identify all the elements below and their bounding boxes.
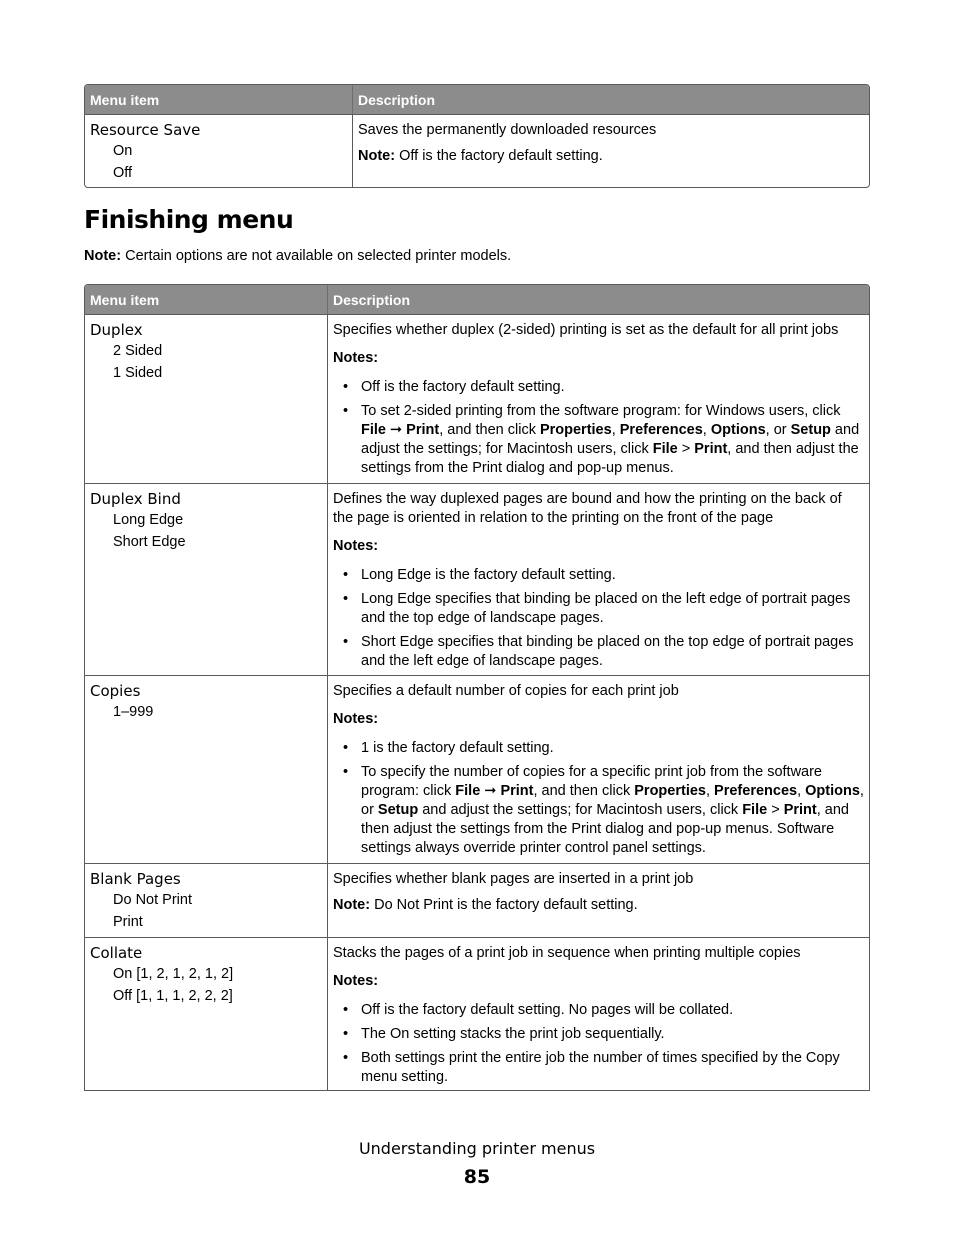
menu-item-cell <box>85 938 328 1090</box>
description-cell <box>328 484 869 675</box>
bullet-icon: • <box>343 634 349 650</box>
bullet-icon: • <box>343 1050 349 1066</box>
description-cell <box>328 938 869 1090</box>
notes-list <box>333 566 864 671</box>
bullet-text: Both settings print the entire job the number of times specified by the Copy menu setting. <box>361 1050 840 1085</box>
list-item <box>333 402 864 478</box>
bullet-icon: • <box>343 403 349 419</box>
table-body <box>85 314 869 1090</box>
description-cell <box>353 115 869 187</box>
menu-item-name: Blank Pages <box>90 870 181 888</box>
table-row <box>85 483 869 675</box>
bold-term: File ➞ Print <box>455 783 534 799</box>
note <box>358 147 864 166</box>
bold-term: File <box>742 802 768 818</box>
bullet-icon: • <box>343 740 349 756</box>
table-row <box>85 675 869 863</box>
table-header <box>85 285 869 314</box>
bold-term: Options <box>805 783 860 799</box>
description-text: Stacks the pages of a print job in sequence when printing multiple copies <box>333 945 801 961</box>
menu-item-name: Resource Save <box>90 121 201 139</box>
bullet-text: Long Edge is the factory default setting. <box>361 567 616 583</box>
bold-term: File <box>652 441 678 457</box>
note-label: Note: <box>358 148 396 164</box>
menu-item-cell <box>85 676 328 863</box>
bullet-text: To set 2-sided printing from the software program: for Windows users, click File ➞ Print, and then click Properties, Preferences, Options, or Setup and adjust the settings; for Macintosh users, click File > Print, and then adjust the settings from the Print dialog and pop-up menus. <box>361 403 860 476</box>
menu-option: Print <box>113 914 143 930</box>
bullet-text: Off is the factory default setting. <box>361 379 565 395</box>
menu-item-cell <box>85 864 328 937</box>
menu-item-cell <box>85 315 328 483</box>
bold-term: Print <box>783 802 817 818</box>
bullet-icon: • <box>343 1026 349 1042</box>
description-text: Specifies whether duplex (2-sided) printing is set as the default for all print jobs <box>333 322 839 338</box>
description-cell <box>328 676 869 863</box>
menu-item-name: Copies <box>90 682 141 700</box>
bullet-text: 1 is the factory default setting. <box>361 740 554 756</box>
bold-term: Preferences <box>714 783 798 799</box>
list-item <box>333 1025 864 1044</box>
note-label: Note: <box>84 248 122 264</box>
list-item <box>333 763 864 858</box>
bold-term: Setup <box>790 422 831 438</box>
description-text: Defines the way duplexed pages are bound and how the printing on the back of the page is oriented in relation to the printing on the front of the page <box>333 491 842 526</box>
list-item <box>333 378 864 397</box>
header-menu-item: Menu item <box>85 285 328 314</box>
notes-label: Notes: <box>333 711 379 727</box>
list-item <box>333 1049 864 1087</box>
menu-item-name: Duplex <box>90 321 143 339</box>
menu-item-name: Collate <box>90 944 143 962</box>
menu-option: Short Edge <box>113 534 186 550</box>
note-text: Certain options are not available on selected printer models. <box>121 248 512 264</box>
description-text: Specifies whether blank pages are inserted in a print job <box>333 871 694 887</box>
bullet-icon: • <box>343 764 349 780</box>
menu-option: On <box>113 143 133 159</box>
bold-term: Preferences <box>619 422 703 438</box>
section-title: Finishing menu <box>84 205 294 234</box>
table-row <box>85 114 869 187</box>
list-item <box>333 566 864 585</box>
header-description: Description <box>358 92 436 108</box>
header-description: Description <box>333 292 411 308</box>
bullet-icon: • <box>343 567 349 583</box>
bold-term: File ➞ Print <box>361 422 440 438</box>
bullet-icon: • <box>343 1002 349 1018</box>
finishing-menu-table <box>84 284 870 1091</box>
bold-term: Setup <box>377 802 419 818</box>
list-item <box>333 1001 864 1020</box>
menu-option: 2 Sided <box>113 343 163 359</box>
list-item <box>333 590 864 628</box>
notes-label: Notes: <box>333 350 379 366</box>
table-row <box>85 863 869 937</box>
description-cell <box>328 315 869 483</box>
menu-option: Long Edge <box>113 512 184 528</box>
bold-term: Options <box>710 422 766 438</box>
notes-label: Notes: <box>333 538 379 554</box>
note-label: Note: <box>333 897 371 913</box>
description-text: Specifies a default number of copies for each print job <box>333 683 679 699</box>
footer-label: Understanding printer menus <box>358 1139 596 1158</box>
bullet-text: The On setting stacks the print job sequentially. <box>361 1026 665 1042</box>
notes-label: Notes: <box>333 973 379 989</box>
bullet-text: Long Edge specifies that binding be placed on the left edge of portrait pages and the top edge of landscape pages. <box>361 591 851 626</box>
menu-option: Off [1, 1, 1, 2, 2, 2] <box>113 988 233 1004</box>
notes-list <box>333 739 864 858</box>
section-note <box>84 248 511 264</box>
menu-option: 1 Sided <box>113 365 163 381</box>
notes-list <box>333 378 864 478</box>
list-item <box>333 633 864 671</box>
menu-item-cell <box>85 115 353 187</box>
note-text: Do Not Print is the factory default setting. <box>370 897 638 913</box>
list-item <box>333 739 864 758</box>
header-menu-item: Menu item <box>85 85 353 114</box>
menu-option: Do Not Print <box>113 892 192 908</box>
notes-list <box>333 1001 864 1087</box>
table-header <box>85 85 869 114</box>
menu-option: 1–999 <box>113 704 154 720</box>
menu-option: On [1, 2, 1, 2, 1, 2] <box>113 966 234 982</box>
page-number: 85 <box>463 1166 491 1188</box>
menu-option: Off <box>113 165 133 181</box>
resource-save-table <box>84 84 870 188</box>
bullet-icon: • <box>343 379 349 395</box>
note <box>333 896 864 915</box>
note-text: Off is the factory default setting. <box>395 148 603 164</box>
bold-term: Properties <box>539 422 612 438</box>
description-text: Saves the permanently downloaded resources <box>358 122 657 138</box>
menu-item-name: Duplex Bind <box>90 490 181 508</box>
bold-term: Properties <box>634 783 706 799</box>
bullet-text: Short Edge specifies that binding be placed on the top edge of portrait pages and the left edge of landscape pages. <box>361 634 854 669</box>
table-row <box>85 937 869 1090</box>
bullet-text: Off is the factory default setting. No pages will be collated. <box>361 1002 734 1018</box>
bullet-icon: • <box>343 591 349 607</box>
bold-term: Print <box>694 441 728 457</box>
description-cell <box>328 864 869 937</box>
bullet-text: To specify the number of copies for a specific print job from the software program: click File ➞ Print, and then click Properties, Preferences, Options, or Setup and adjust the settings; for Macintosh users, click File > Print, and then adjust the settings from the Print dialog and pop-up menus. Software settings always override printer control panel settings. <box>361 764 864 856</box>
table-row <box>85 314 869 483</box>
menu-item-cell <box>85 484 328 675</box>
